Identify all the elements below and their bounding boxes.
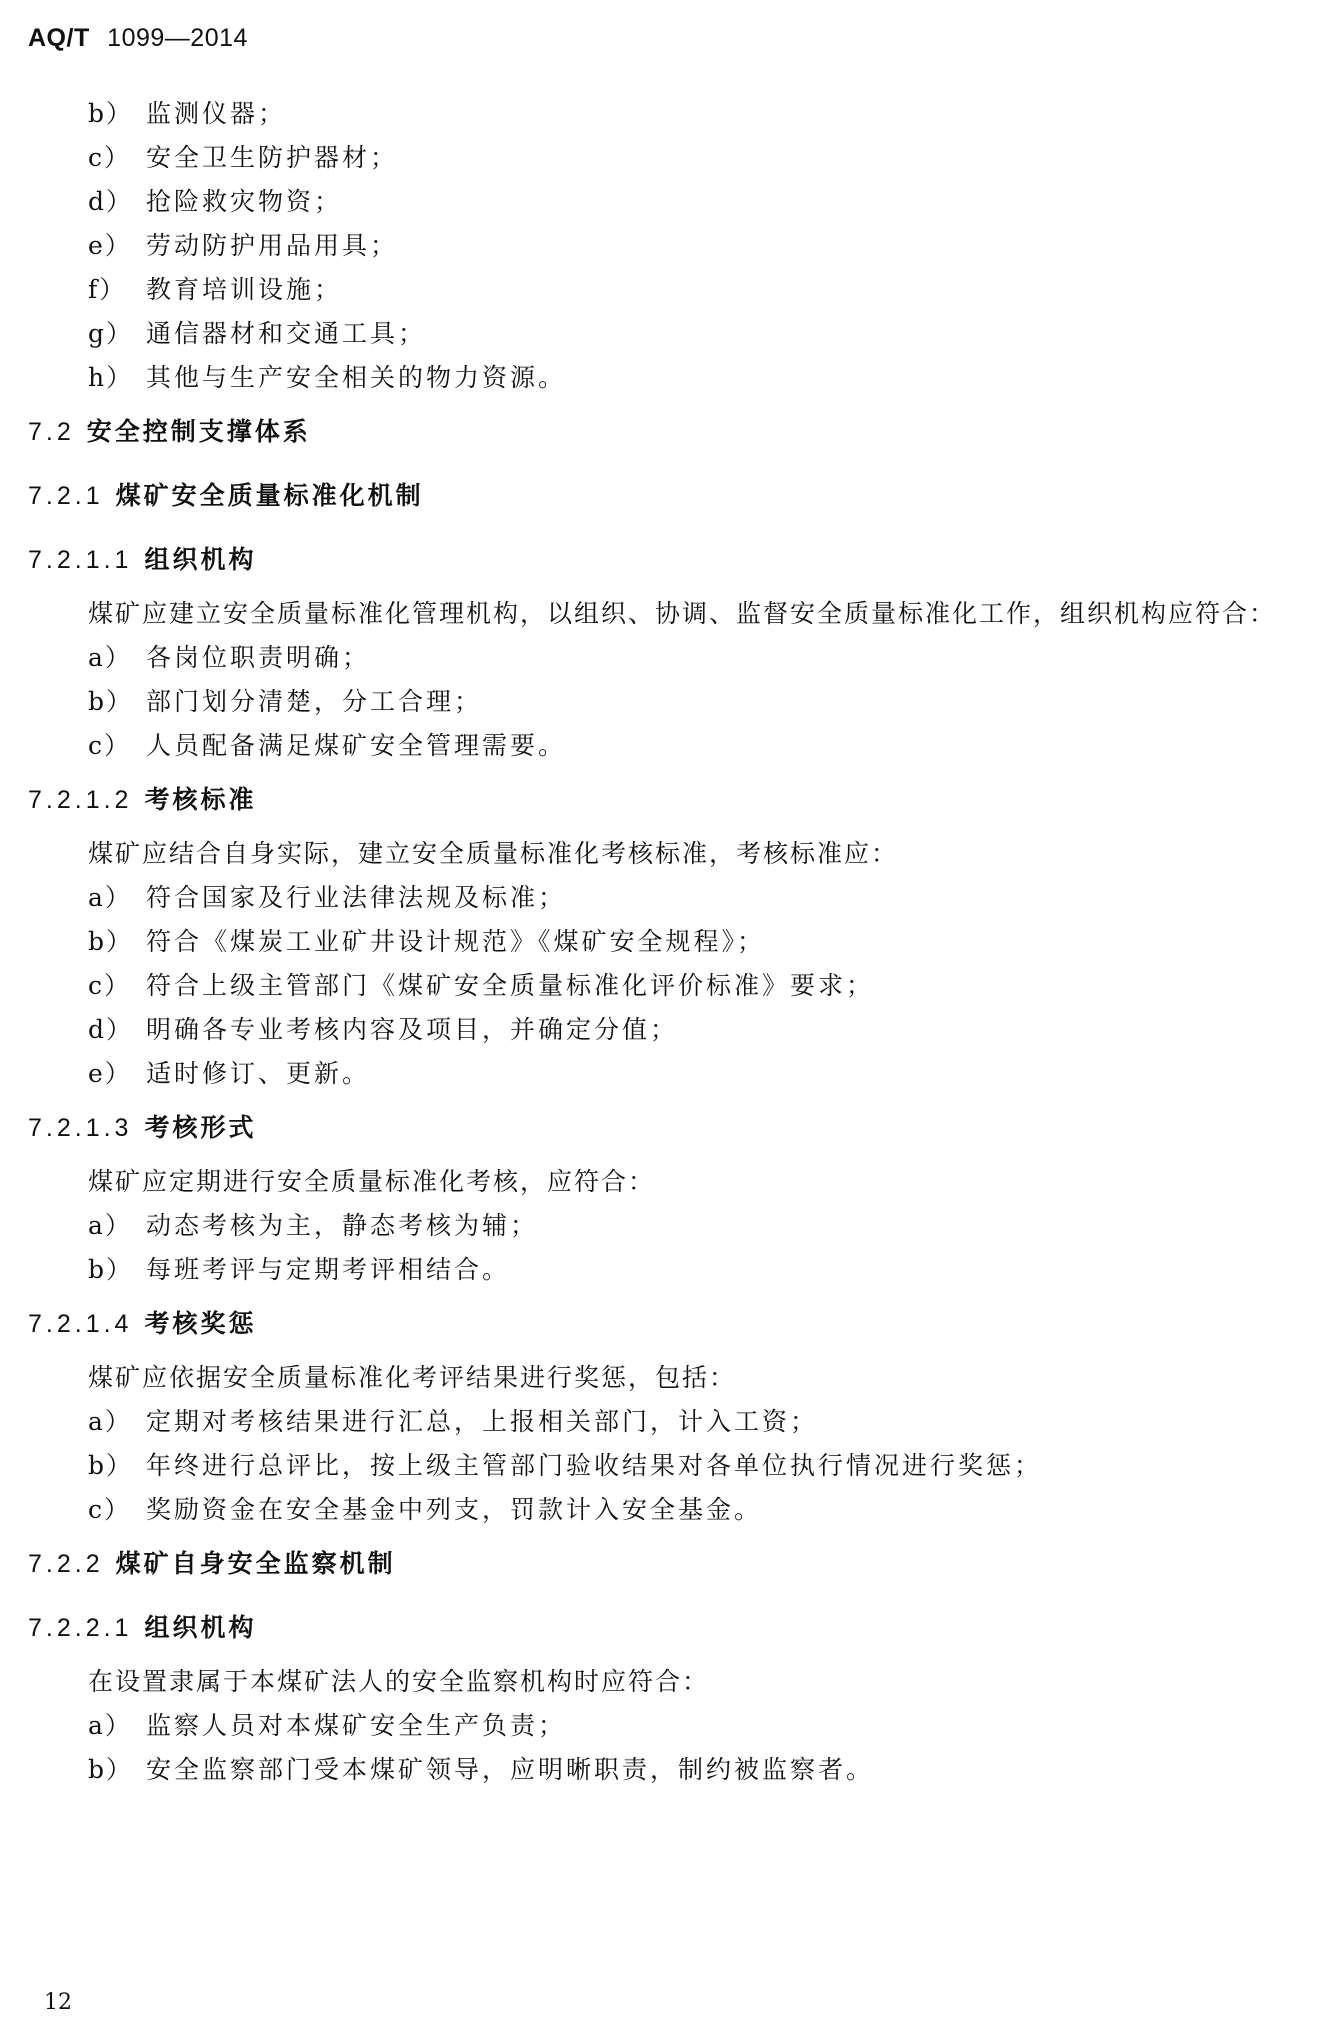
list-item-text: 定期对考核结果进行汇总，上报相关部门，计入工资； xyxy=(146,1407,819,1436)
list-item xyxy=(88,1204,1335,1248)
list-item-label: c） xyxy=(88,1495,132,1524)
list-item xyxy=(88,312,1335,356)
list-item-label: e） xyxy=(88,1059,132,1088)
list-item-text: 符合国家及行业法律法规及标准； xyxy=(146,883,567,912)
paragraph: 在设置隶属于本煤矿法人的安全监察机构时应符合： xyxy=(88,1667,710,1696)
list-item-label: b） xyxy=(88,1255,134,1284)
paragraph: 煤矿应建立安全质量标准化管理机构，以组织、协调、监督安全质量标准化工作，组织机构应符合： xyxy=(88,599,1277,628)
list-item xyxy=(88,1400,1335,1444)
list-item-label: d） xyxy=(88,187,134,216)
list-item xyxy=(88,224,1335,268)
list-item-label: a） xyxy=(88,883,132,912)
list-item-label: c） xyxy=(88,731,132,760)
section-heading xyxy=(28,1596,1335,1660)
list-item-label: e） xyxy=(88,231,132,260)
list-item-label: g） xyxy=(88,319,134,348)
list-item-label: f） xyxy=(88,275,127,304)
list-item-text: 部门划分清楚，分工合理； xyxy=(146,687,483,716)
list-item-label: a） xyxy=(88,1407,132,1436)
list-item-label: d） xyxy=(88,1015,134,1044)
list-item-label: a） xyxy=(88,1211,132,1240)
list-item-label: b） xyxy=(88,687,134,716)
section-title: 考核奖惩 xyxy=(144,1309,257,1338)
list-item xyxy=(88,180,1335,224)
list-item-text: 监测仪器； xyxy=(146,99,287,128)
list-item-text: 抢险救灾物资； xyxy=(146,187,343,216)
list-item xyxy=(88,1748,1335,1792)
list-item xyxy=(88,964,1335,1008)
section-title: 组织机构 xyxy=(144,545,257,574)
list-item-text: 每班考评与定期考评相结合。 xyxy=(146,1255,511,1284)
list-item-text: 明确各专业考核内容及项目，并确定分值； xyxy=(146,1015,679,1044)
list-item xyxy=(88,92,1335,136)
paragraph: 煤矿应依据安全质量标准化考评结果进行奖惩，包括： xyxy=(88,1363,737,1392)
list-item xyxy=(88,1008,1335,1052)
list-item xyxy=(88,1444,1335,1488)
section-heading xyxy=(28,400,1335,464)
section-title: 煤矿安全质量标准化机制 xyxy=(115,481,424,510)
list-item-text: 教育培训设施； xyxy=(146,275,343,304)
list-item xyxy=(88,680,1335,724)
section-title: 考核形式 xyxy=(144,1113,257,1142)
standard-code: AQ/T xyxy=(28,24,90,52)
section-title: 煤矿自身安全监察机制 xyxy=(115,1549,396,1578)
section-heading xyxy=(28,528,1335,592)
list-item xyxy=(88,724,1335,768)
list-item-text: 监察人员对本煤矿安全生产负责； xyxy=(146,1711,567,1740)
list-item-text: 奖励资金在安全基金中列支，罚款计入安全基金。 xyxy=(146,1495,763,1524)
document-body xyxy=(0,92,1335,1792)
standard-header xyxy=(28,24,248,53)
section-title: 安全控制支撑体系 xyxy=(86,417,311,446)
section-heading xyxy=(28,1292,1335,1356)
list-item-text: 年终进行总评比，按上级主管部门验收结果对各单位执行情况进行奖惩； xyxy=(146,1451,1043,1480)
list-item-label: c） xyxy=(88,971,132,1000)
list-item-text: 适时修订、更新。 xyxy=(146,1059,371,1088)
list-item-label: b） xyxy=(88,1755,134,1784)
list-item xyxy=(88,876,1335,920)
section-heading xyxy=(28,1532,1335,1596)
list-item-text: 符合上级主管部门《煤矿安全质量标准化评价标准》要求； xyxy=(146,971,875,1000)
list-item xyxy=(88,1488,1335,1532)
paragraph: 煤矿应定期进行安全质量标准化考核，应符合： xyxy=(88,1167,656,1196)
list-item xyxy=(88,920,1335,964)
paragraph: 煤矿应结合自身实际，建立安全质量标准化考核标准，考核标准应： xyxy=(88,839,899,868)
list-item-label: h） xyxy=(88,363,134,392)
section-heading xyxy=(28,768,1335,832)
list-item-label: a） xyxy=(88,643,132,672)
section-number: 7.2.1.3 xyxy=(28,1114,133,1142)
section-title: 考核标准 xyxy=(144,785,257,814)
standard-number: 1099—2014 xyxy=(107,24,248,52)
list-item-text: 通信器材和交通工具； xyxy=(146,319,427,348)
section-number: 7.2.1.4 xyxy=(28,1310,133,1338)
list-item-text: 符合《煤炭工业矿井设计规范》《煤矿安全规程》； xyxy=(146,927,766,956)
list-item xyxy=(88,268,1335,312)
section-number: 7.2.1 xyxy=(28,482,104,510)
list-item xyxy=(88,1704,1335,1748)
section-heading xyxy=(28,464,1335,528)
list-item-label: b） xyxy=(88,99,134,128)
list-item-label: b） xyxy=(88,927,134,956)
section-number: 7.2.2.1 xyxy=(28,1614,133,1642)
list-item xyxy=(88,636,1335,680)
section-number: 7.2 xyxy=(28,418,75,446)
list-item-text: 安全监察部门受本煤矿领导，应明晰职责，制约被监察者。 xyxy=(146,1755,875,1784)
list-item xyxy=(88,1248,1335,1292)
list-item xyxy=(88,1052,1335,1096)
list-item-label: c） xyxy=(88,143,132,172)
section-number: 7.2.1.2 xyxy=(28,786,133,814)
section-number: 7.2.2 xyxy=(28,1550,104,1578)
section-number: 7.2.1.1 xyxy=(28,546,133,574)
list-item-text: 动态考核为主，静态考核为辅； xyxy=(146,1211,539,1240)
list-item-text: 劳动防护用品用具； xyxy=(146,231,399,260)
list-item-label: a） xyxy=(88,1711,132,1740)
list-item-label: b） xyxy=(88,1451,134,1480)
section-heading xyxy=(28,1096,1335,1160)
list-item-text: 各岗位职责明确； xyxy=(146,643,371,672)
list-item xyxy=(88,356,1335,400)
section-title: 组织机构 xyxy=(144,1613,257,1642)
list-item-text: 其他与生产安全相关的物力资源。 xyxy=(146,363,567,392)
list-item-text: 安全卫生防护器材； xyxy=(146,143,399,172)
list-item-text: 人员配备满足煤矿安全管理需要。 xyxy=(146,731,567,760)
list-item xyxy=(88,136,1335,180)
page-number: 12 xyxy=(44,1990,72,2015)
